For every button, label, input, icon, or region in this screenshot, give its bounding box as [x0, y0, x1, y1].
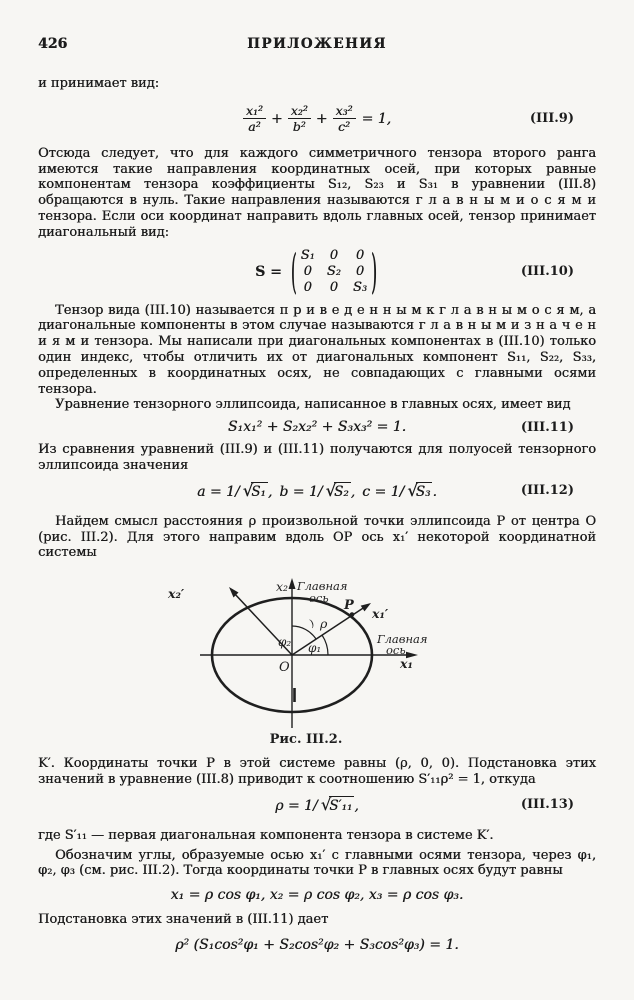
sqrt-symbol: √	[242, 481, 253, 501]
sqrt-symbol: √	[407, 481, 417, 501]
fraction-3-numerator: x₃²	[333, 104, 356, 120]
page-number: 426	[38, 36, 68, 52]
fraction-2-denominator: b²	[292, 119, 306, 135]
matrix-cell: S₃	[352, 280, 368, 296]
radicand: S₂	[334, 484, 349, 501]
origin-label: O	[279, 660, 290, 676]
radical-suffix: ,	[350, 484, 356, 501]
equation-label: (III.12)	[520, 483, 574, 499]
radical-group-c	[362, 481, 437, 500]
fraction-2	[288, 104, 311, 134]
top-axis-name-line2: ось	[309, 591, 329, 606]
fraction-1	[243, 104, 266, 134]
tensor-matrix	[301, 248, 367, 295]
radical-prefix: b = 1/	[279, 484, 323, 501]
right-axis-name-line2: ось	[386, 643, 406, 658]
paragraph-k-prime: K′. Координаты точки P в этой системе равны (ρ, 0, 0). Подстановка этих значений в уравнение (III.8) приводит к соотношению S′₁₁ρ² = 1, откуда	[38, 756, 596, 787]
x2-prime-label: x₂′	[168, 586, 185, 602]
radicand: S₃	[415, 484, 431, 501]
radical-suffix: .	[432, 484, 437, 501]
fraction-1-numerator: x₁²	[243, 104, 266, 120]
figure-caption: Рис. III.2.	[269, 732, 343, 748]
equation-label: (III.11)	[520, 419, 574, 435]
fraction-3-denominator: c²	[338, 119, 351, 135]
matrix-cell: S₁	[300, 248, 315, 264]
sqrt-symbol: √	[325, 481, 336, 501]
matrix-lhs: S =	[255, 263, 282, 280]
phi1-label: φ₁	[308, 641, 322, 656]
phi2-label: φ₂	[278, 635, 292, 650]
x1-axis-label: x₁	[400, 656, 413, 672]
equation-iii-11-body: S₁x₁² + S₂x₂² + S₃x₃² = 1.	[227, 419, 407, 436]
fraction-3	[333, 104, 356, 134]
page-header	[38, 36, 596, 53]
equation-coordinates-body: x₁ = ρ cos φ₁, x₂ = ρ cos φ₂, x₃ = ρ cos φ₃.	[170, 887, 464, 904]
rho-label: ρ	[320, 616, 328, 632]
x1-prime-axis	[292, 606, 367, 656]
matrix-cell: 0	[329, 248, 338, 264]
radical-group-b	[279, 481, 355, 500]
matrix-right-paren: )	[371, 243, 377, 300]
x1-prime-label: x₁′	[372, 606, 389, 622]
paragraph-substitution: Подстановка этих значений в (III.11) дает	[38, 912, 329, 928]
equation-iii-11	[38, 417, 596, 437]
equation-final-body: ρ² (S₁cos²φ₁ + S₂cos²φ₂ + S₃cos²φ₃) = 1.	[175, 936, 459, 953]
paragraph-intro: и принимает вид:	[38, 76, 160, 91]
fraction-1-denominator: a²	[248, 119, 261, 135]
radical-prefix: c = 1/	[362, 484, 405, 501]
matrix-cell: 0	[355, 264, 365, 280]
paragraph-ellipsoid-eq-intro: Уравнение тензорного эллипсоида, написанное в главных осях, имеет вид	[55, 397, 571, 413]
phi1-arc	[322, 635, 328, 655]
matrix-cell: 0	[355, 248, 365, 264]
top-axis-name-line1: Главная	[297, 579, 348, 594]
x1-prime-arrowhead	[361, 603, 371, 611]
equation-final	[38, 934, 596, 956]
matrix-left-paren: (	[290, 243, 297, 300]
radical-group-a	[197, 481, 272, 500]
point-p-label: P	[344, 598, 354, 614]
paragraph-comparison: Из сравнения уравнений (III.9) и (III.11) получаются для полуосей тензорного эллипсоида значения	[38, 442, 596, 473]
equation-iii-12	[38, 479, 596, 503]
figure-iii-2-container	[150, 576, 430, 752]
paragraph-meaning: Найдем смысл расстояния ρ произвольной точки эллипсоида P от центра O (рис. III.2). Для этого направим вдоль OP ось x₁′ некоторой координатной системы	[38, 513, 596, 561]
equation-iii-13	[38, 793, 596, 817]
equation-label: (III.13)	[520, 797, 574, 813]
paragraph-tensor-kind: Тензор вида (III.10) называется п р и в е д е н н ы м к г л а в н ы м о с я м, а диагональные компоненты в этом случае называются г л а в н ы м и з н а ч е н и я м и тензора. Мы написали при диагональных компонентах в (III.10) только один индекс, чтобы отличить их от диагональных компонент S₁₁, S₂₂, S₃₃, определенных в координатных осях, не совпадающих с главными осями тензора.	[38, 302, 596, 397]
rho-tick-mark: )	[308, 618, 316, 630]
paragraph-after-eq9: Отсюда следует, что для каждого симметричного тензора второго ранга имеются такие направления координатных осей, при которых равные компонентам тензора коэффициенты S₁₂, S₂₃ и S₃₁ в уравнении (III.8) обращаются в нуль. Такие направления называются г л а в н ы м и о с я м и тензора. Если оси координат направить вдоль главных осей, тензор принимает диагональный вид:	[38, 145, 596, 240]
semi-axes-expressions	[197, 481, 437, 500]
radicand: S′₁₁	[329, 798, 353, 815]
matrix-cell: 0	[303, 280, 312, 296]
figure-iii-2	[150, 576, 430, 748]
x2-axis-label: x₂	[275, 579, 288, 595]
paragraph-where-s11: где S′₁₁ — первая диагональная компонента тензора в системе K′.	[38, 827, 494, 843]
equation-iii-10	[38, 243, 596, 300]
matrix-cell: 0	[329, 280, 338, 296]
equation-label: (III.9)	[529, 111, 574, 127]
radical-prefix: ρ = 1/	[275, 798, 318, 815]
right-axis-name-line1: Главная	[377, 632, 428, 647]
equation-iii-9-rhs: = 1,	[361, 110, 392, 127]
radical-group-rho	[275, 795, 359, 814]
sqrt-symbol: √	[320, 795, 331, 815]
page-title: ПРИЛОЖЕНИЯ	[247, 36, 387, 52]
equation-label: (III.10)	[520, 264, 574, 280]
radical-suffix: ,	[354, 798, 359, 815]
radical-prefix: a = 1/	[197, 484, 240, 501]
vertical-axis-arrowhead	[289, 578, 296, 589]
paragraph-angles: Обозначим углы, образуемые осью x₁′ с главными осями тензора, через φ₁, φ₂, φ₃ (см. рис. III.2). Тогда координаты точки P в главных осях будут равны	[38, 847, 596, 879]
plus-sign: +	[315, 110, 328, 127]
plus-sign: +	[270, 110, 283, 127]
matrix-cell: 0	[303, 264, 312, 280]
equation-iii-9	[38, 99, 596, 139]
equation-coordinates	[38, 885, 596, 905]
fraction-2-numerator: x₂²	[288, 104, 311, 120]
radicand: S₁	[251, 484, 266, 501]
text-column	[38, 0, 596, 956]
matrix-cell: S₂	[326, 264, 341, 280]
radical-suffix: ,	[267, 484, 273, 501]
